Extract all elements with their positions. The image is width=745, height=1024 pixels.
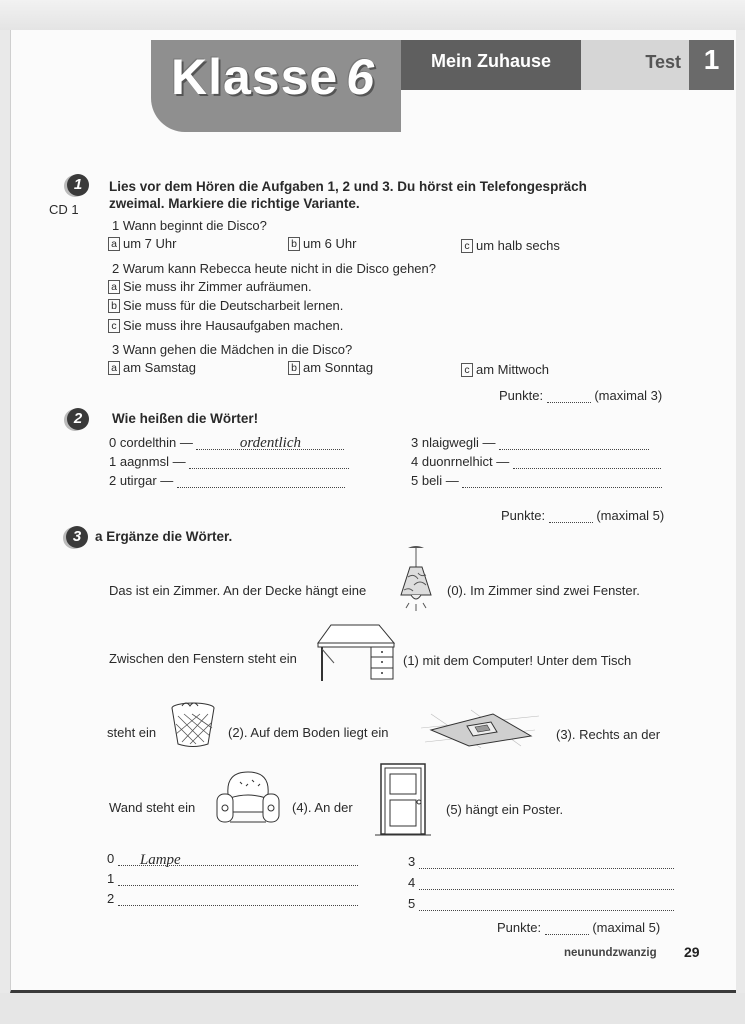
page-word: neunundzwanzig — [564, 947, 657, 959]
page-number: 29 — [684, 944, 700, 960]
answer-field[interactable] — [499, 435, 649, 450]
q3-option-c[interactable] — [461, 362, 549, 377]
answer-row-2 — [107, 891, 358, 906]
q1-option-c[interactable] — [461, 238, 560, 253]
word-item-2 — [109, 473, 345, 488]
answer-number: 3 — [408, 854, 416, 869]
sentence-1b: (0). Im Zimmer sind zwei Fenster. — [447, 583, 640, 598]
armchair-icon — [214, 768, 282, 828]
answer-row-0 — [107, 851, 358, 866]
cd-label: CD 1 — [49, 202, 79, 217]
question-1: 1 Wann beginnt die Disco? — [112, 218, 267, 233]
points-max: (maximal 3) — [594, 388, 663, 403]
option-text: am Sonntag — [303, 360, 374, 375]
desk-icon — [316, 623, 396, 683]
answer-field[interactable] — [189, 454, 349, 469]
sentence-4a: Wand steht ein — [109, 800, 196, 815]
answer-field[interactable]: ordentlich — [196, 435, 344, 450]
word-item-4 — [411, 454, 661, 469]
question-3: 3 Wann gehen die Mädchen in die Disco? — [112, 342, 353, 357]
q2-option-a[interactable] — [108, 279, 312, 294]
test-number: 1 — [703, 44, 720, 75]
option-text: Sie muss ihr Zimmer aufräumen. — [123, 279, 312, 294]
answer-number: 0 — [107, 851, 115, 866]
checkbox-a[interactable]: a — [108, 237, 120, 251]
checkbox-c[interactable]: c — [108, 319, 120, 333]
word-item-1 — [109, 454, 349, 469]
points-max: (maximal 5) — [596, 508, 665, 523]
task3-title: a Ergänze die Wörter. — [95, 529, 233, 544]
lamp-icon — [398, 545, 434, 615]
answer-field[interactable] — [177, 473, 345, 488]
answer-number: 5 — [408, 896, 416, 911]
task1-badge: 1 — [67, 174, 89, 196]
question-2: 2 Warum kann Rebecca heute nicht in die Disco gehen? — [112, 261, 436, 276]
option-text: Sie muss für die Deutscharbeit lernen. — [123, 298, 344, 313]
sentence-2a: Zwischen den Fenstern steht ein — [109, 651, 297, 666]
option-text: um 7 Uhr — [123, 236, 177, 251]
answer-field[interactable] — [419, 896, 674, 911]
checkbox-a[interactable]: a — [108, 280, 120, 294]
points-max: (maximal 5) — [592, 920, 661, 935]
q3-option-b[interactable] — [288, 360, 373, 375]
checkbox-c[interactable]: c — [461, 239, 473, 253]
option-text: am Samstag — [123, 360, 196, 375]
task3-badge: 3 — [66, 526, 88, 548]
points-field[interactable] — [547, 388, 591, 403]
answer-row-4 — [408, 875, 674, 890]
scrambled-word: 5 beli — — [411, 473, 459, 488]
answer-field[interactable] — [513, 454, 661, 469]
scrambled-word: 0 cordelthin — — [109, 435, 193, 450]
answer-field[interactable] — [118, 891, 358, 906]
scan-bottom-margin — [0, 993, 745, 1024]
answer-row-5 — [408, 896, 674, 911]
option-text: um halb sechs — [476, 238, 560, 253]
answer-number: 2 — [107, 891, 115, 906]
option-text: Sie muss ihre Hausaufgaben machen. — [123, 318, 344, 333]
sentence-1a: Das ist ein Zimmer. An der Decke hängt eine — [109, 583, 367, 598]
klasse-number: 6 — [346, 49, 376, 105]
points-label: Punkte: — [501, 508, 546, 523]
answer-field[interactable] — [419, 875, 674, 890]
option-text: um 6 Uhr — [303, 236, 357, 251]
sentence-4b: (4). An der — [292, 800, 353, 815]
q3-option-a[interactable] — [108, 360, 196, 375]
wastebasket-icon — [170, 702, 216, 748]
checkbox-b[interactable]: b — [288, 361, 300, 375]
answer-field[interactable] — [118, 871, 358, 886]
task3-points — [497, 920, 660, 935]
word-item-5 — [411, 473, 662, 488]
q2-option-c[interactable] — [108, 318, 343, 333]
points-label: Punkte: — [499, 388, 544, 403]
q2-option-b[interactable] — [108, 298, 343, 313]
word-item-3 — [411, 435, 649, 450]
scan-top-margin — [0, 0, 745, 30]
sentence-3a: steht ein — [107, 725, 157, 740]
answer-field[interactable]: Lampe — [118, 852, 358, 866]
checkbox-b[interactable]: b — [108, 299, 120, 313]
answer-field[interactable] — [462, 473, 662, 488]
scrambled-word: 2 utirgar — — [109, 473, 174, 488]
answer-row-1 — [107, 871, 358, 886]
q1-option-b[interactable] — [288, 236, 356, 251]
checkbox-c[interactable]: c — [461, 363, 473, 377]
answer-row-3 — [408, 854, 674, 869]
sentence-4c: (5) hängt ein Poster. — [446, 802, 564, 817]
scrambled-word: 4 duonrnelhict — — [411, 454, 510, 469]
scrambled-word: 3 nlaigwegli — — [411, 435, 496, 450]
answer-field[interactable] — [419, 854, 674, 869]
checkbox-a[interactable]: a — [108, 361, 120, 375]
task1-instruction-line1: Lies vor dem Hören die Aufgaben 1, 2 und 3. Du hörst ein Telefongespräch — [109, 179, 587, 194]
task2-badge: 2 — [67, 408, 89, 430]
task1-instruction-line2: zweimal. Markiere die richtige Variante. — [109, 196, 360, 211]
task1-points — [499, 388, 662, 403]
checkbox-b[interactable]: b — [288, 237, 300, 251]
sentence-3c: (3). Rechts an der — [556, 727, 661, 742]
topic-title: Mein Zuhause — [430, 51, 551, 71]
answer-number: 4 — [408, 875, 416, 890]
test-label: Test — [645, 52, 681, 72]
task2-points — [501, 508, 664, 523]
sentence-2b: (1) mit dem Computer! Unter dem Tisch — [403, 653, 632, 668]
points-field[interactable] — [545, 920, 589, 935]
word-item-0 — [109, 435, 344, 450]
door-icon — [375, 762, 431, 838]
klasse-word: Klasse — [171, 49, 339, 105]
task2-title: Wie heißen die Wörter! — [112, 411, 259, 426]
answer-number: 1 — [107, 871, 115, 886]
rug-icon — [421, 708, 539, 750]
scrambled-word: 1 aagnmsl — — [109, 454, 186, 469]
option-text: am Mittwoch — [476, 362, 549, 377]
points-field[interactable] — [549, 508, 593, 523]
points-label: Punkte: — [497, 920, 542, 935]
sentence-3b: (2). Auf dem Boden liegt ein — [228, 725, 389, 740]
klasse-title — [171, 48, 375, 106]
worksheet-page — [10, 30, 736, 993]
q1-option-a[interactable] — [108, 236, 176, 251]
